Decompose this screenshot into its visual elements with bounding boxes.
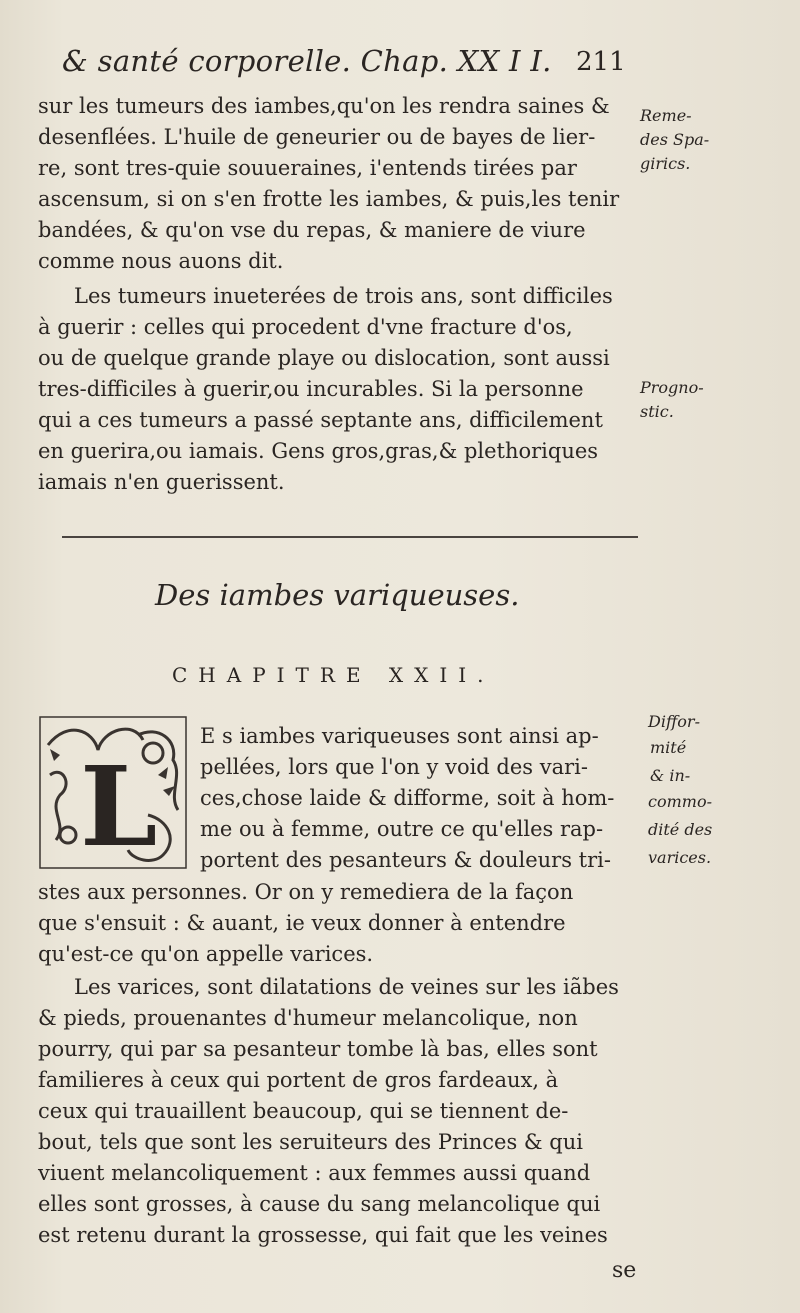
text-line: tres-difficiles à guerir,ou incurables. Si la personne [38,377,584,401]
chapter-title: Des iambes variqueuses. [155,578,520,612]
text-line: qui a ces tumeurs a passé septante ans, difficilement [38,408,603,432]
text-line: elles sont grosses, à cause du sang melancolique qui [38,1192,601,1216]
margin-note: dité des [648,820,713,839]
text-line: re, sont tres-quie souueraines, i'entends tirées par [38,156,577,180]
margin-note: stic. [640,402,674,421]
text-line: & pieds, prouenantes d'humeur melancolique, non [38,1006,578,1030]
text-line: pellées, lors que l'on y void des vari- [200,755,588,779]
margin-note: Progno- [640,378,704,397]
text-line: ces,chose laide & difforme, soit à hom- [200,786,615,810]
text-line: que s'ensuit : & auant, ie veux donner à entendre [38,911,566,935]
text-line: sur les tumeurs des iambes,qu'on les rendra saines & [38,94,610,118]
initial-letter: L [80,742,158,870]
text-line: qu'est-ce qu'on appelle varices. [38,942,374,966]
margin-note: varices. [648,848,712,867]
text-line: me ou à femme, outre ce qu'elles rap- [200,817,604,841]
margin-note: Diffor- [648,712,700,731]
text-line: à guerir : celles qui procedent d'vne fracture d'os, [38,315,573,339]
text-line: ceux qui trauaillent beaucoup, qui se tiennent de- [38,1099,569,1123]
margin-note: mité [650,738,687,757]
page-number: 211 [576,47,626,77]
text-line: bandées, & qu'on vse du repas, & maniere de viure [38,218,586,242]
text-line: pourry, qui par sa pesanteur tombe là bas, elles sont [38,1037,598,1061]
margin-note: commo- [648,792,712,811]
text-line: familieres à ceux qui portent de gros fardeaux, à [38,1068,559,1092]
text-line: bout, tels que sont les seruiteurs des Princes & qui [38,1130,583,1154]
text-line: ascensum, si on s'en frotte les iambes, & puis,les tenir [38,187,620,211]
margin-note: girics. [640,154,691,173]
catchword: se [612,1258,637,1283]
text-line: iamais n'en guerissent. [38,470,285,494]
text-line: portent des pesanteurs & douleurs tri- [200,848,611,872]
text-line: est retenu durant la grossesse, qui fait que les veines [38,1223,608,1247]
floral-initial-icon [38,715,188,870]
text-line: E s iambes variqueuses sont ainsi ap- [200,724,599,748]
chapter-number: CHAPITRE XXII. [172,663,495,687]
text-line: en guerira,ou iamais. Gens gros,gras,& plethoriques [38,439,599,463]
text-line: desenflées. L'huile de geneurier ou de bayes de lier- [38,125,596,149]
margin-note: & in- [650,766,691,785]
text-line: comme nous auons dit. [38,249,284,273]
margin-note: Reme- [640,106,692,125]
text-line: Les varices, sont dilatations de veines sur les iãbes [74,975,619,999]
running-title: & santé corporelle. Chap. XX I I. [62,44,552,78]
text-line: Les tumeurs inueterées de trois ans, sont difficiles [74,284,613,308]
text-line: viuent melancoliquement : aux femmes aussi quand [38,1161,591,1185]
section-divider [62,536,638,538]
text-line: stes aux personnes. Or on y remediera de la façon [38,880,574,904]
decorated-initial [38,715,188,870]
margin-note: des Spa- [640,130,710,149]
text-line: ou de quelque grande playe ou dislocation, sont aussi [38,346,610,370]
